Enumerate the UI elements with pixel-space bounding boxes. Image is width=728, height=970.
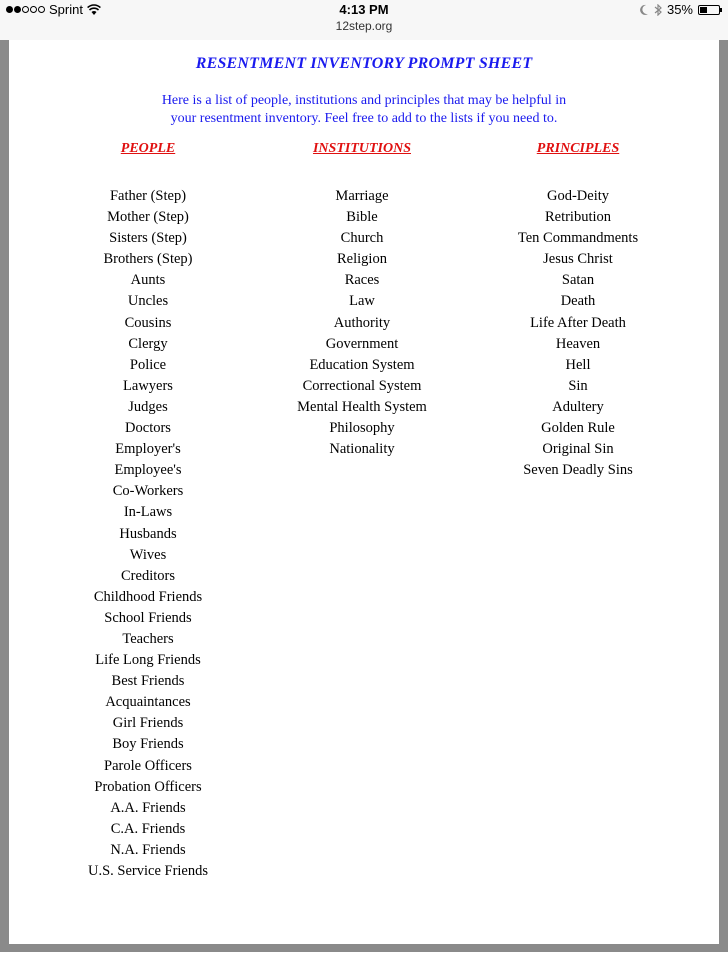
status-right <box>639 2 720 17</box>
list-item: Seven Deadly Sins <box>523 462 633 479</box>
list-item: Cousins <box>124 314 172 331</box>
list-item: Golden Rule <box>541 420 615 437</box>
carrier-name: Sprint <box>49 2 83 17</box>
battery-percent: 35% <box>666 2 693 17</box>
list-item: Employee's <box>114 462 182 479</box>
list-item: Ten Commandments <box>517 230 639 247</box>
list-item: Police <box>129 356 167 373</box>
intro-line-1: Here is a list of people, institutions and principles that may be helpful in <box>161 93 567 108</box>
bluetooth-icon <box>654 4 662 16</box>
people-column <box>58 140 238 882</box>
moon-icon <box>639 4 649 16</box>
list-item: Bible <box>346 209 378 226</box>
list-item: Mental Health System <box>297 398 427 415</box>
list-item: C.A. Friends <box>110 820 186 837</box>
list-item: Races <box>344 272 380 289</box>
list-item: In-Laws <box>123 504 173 521</box>
list-item: Marriage <box>335 188 389 204</box>
list-item: Government <box>325 335 399 352</box>
list-item: Acquaintances <box>105 694 191 711</box>
list-item: Doctors <box>125 420 171 437</box>
list-item: Brothers (Step) <box>103 251 193 268</box>
viewer-frame-left <box>0 40 9 944</box>
list-item: Original Sin <box>542 441 614 458</box>
principles-heading: PRINCIPLES <box>536 141 620 156</box>
list-item: Probation Officers <box>94 778 202 795</box>
list-item: Nationality <box>329 441 395 458</box>
institutions-list <box>272 186 452 460</box>
list-item: Best Friends <box>111 673 185 690</box>
list-item: Retribution <box>544 209 612 226</box>
intro-line-2: your resentment inventory. Feel free to add to the lists if you need to. <box>170 111 558 126</box>
list-item: Sin <box>568 377 588 394</box>
list-item: Father (Step) <box>109 188 187 204</box>
viewer-frame-right <box>719 40 728 944</box>
list-item: A.A. Friends <box>110 799 186 816</box>
list-item: Wives <box>129 546 167 563</box>
list-item: Girl Friends <box>112 715 184 732</box>
list-item: Correctional System <box>302 377 422 394</box>
list-item: Parole Officers <box>104 757 192 774</box>
list-item: Mother (Step) <box>107 209 189 226</box>
viewer-frame-bottom <box>0 944 728 952</box>
principles-list <box>488 186 668 481</box>
list-item: Authority <box>333 314 391 331</box>
list-item: Religion <box>337 251 387 268</box>
list-item: Husbands <box>119 525 177 542</box>
list-item: Satan <box>561 272 595 289</box>
list-item: Hell <box>565 356 591 373</box>
list-item: God-Deity <box>546 188 609 204</box>
page-url[interactable]: 12step.org <box>335 19 393 33</box>
people-heading: PEOPLE <box>120 141 176 156</box>
list-item: Adultery <box>552 398 604 415</box>
list-item: Uncles <box>127 293 169 310</box>
battery-icon <box>698 5 720 15</box>
list-item: Sisters (Step) <box>109 230 187 247</box>
principles-column <box>488 140 668 481</box>
list-item: Employer's <box>115 441 181 458</box>
list-item: Church <box>340 230 384 247</box>
list-item: Clergy <box>128 335 168 352</box>
list-item: Education System <box>309 356 415 373</box>
list-item: Creditors <box>121 567 175 584</box>
list-item: Judges <box>128 398 168 415</box>
list-item: Life Long Friends <box>95 652 201 669</box>
status-bar <box>0 0 728 41</box>
intro-text <box>0 92 728 128</box>
institutions-column <box>272 140 452 460</box>
list-item: Teachers <box>122 630 174 647</box>
people-list <box>58 186 238 882</box>
list-item: Philosophy <box>329 420 395 437</box>
institutions-heading: INSTITUTIONS <box>312 141 411 156</box>
list-item: U.S. Service Friends <box>87 863 208 879</box>
list-item: Lawyers <box>123 377 173 394</box>
list-item: Aunts <box>130 272 166 289</box>
list-item: Law <box>349 293 375 310</box>
list-item: School Friends <box>104 609 192 626</box>
list-item: Childhood Friends <box>93 588 203 605</box>
page-title: RESENTMENT INVENTORY PROMPT SHEET <box>195 55 533 72</box>
list-item: Boy Friends <box>112 736 184 753</box>
list-item: Jesus Christ <box>543 251 613 268</box>
list-item: N.A. Friends <box>110 841 186 858</box>
list-item: Life After Death <box>530 314 626 331</box>
list-item: Heaven <box>555 335 601 352</box>
list-item: Death <box>560 293 596 310</box>
clock: 4:13 PM <box>339 2 389 17</box>
list-item: Co-Workers <box>112 483 184 500</box>
